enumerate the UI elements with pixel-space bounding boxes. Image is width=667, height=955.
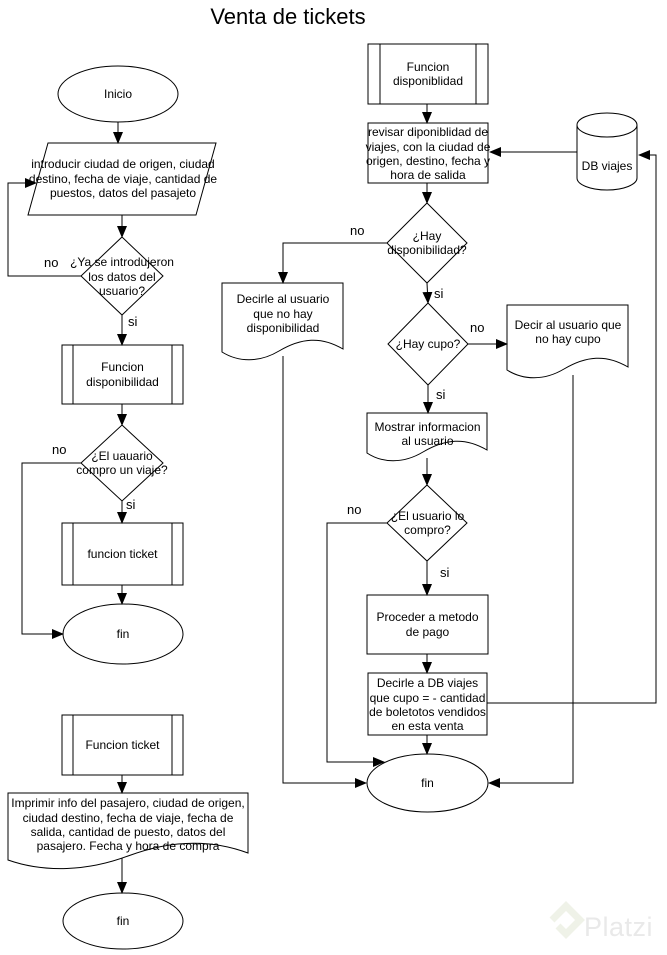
platzi-logo-icon	[552, 906, 580, 934]
database-cylinder-rim	[577, 125, 637, 137]
edge-label-no: no	[347, 502, 362, 517]
platzi-watermark-text: Platzi	[584, 911, 654, 942]
page-title: Venta de tickets	[210, 4, 366, 29]
document-mostrar-info-label: Mostrar informacion al usuario	[374, 419, 481, 448]
connector-qdisp-si	[427, 283, 428, 303]
revisar-label: revisar diponiblidad de viajes, con la ciudad de origen, destino, fecha y hora de salida	[365, 125, 491, 183]
funcion-ticket-def-label: Funcion ticket	[85, 737, 160, 752]
edge-label-si: si	[440, 565, 450, 580]
db-viajes-label: DB viajes	[581, 158, 633, 173]
database-cylinder	[577, 113, 637, 190]
proceder-pago-label: Proceder a metodo de pago	[376, 610, 479, 639]
decision-cupo-label: ¿Hay cupo?	[395, 336, 461, 351]
funcion-ticket-call-label: funcion ticket	[87, 546, 158, 561]
document-no-cupo-label: Decir al usuario que no hay cupo	[514, 317, 622, 346]
input-datos-label: introducir ciudad de origen, ciudad destino, fecha de viaje, cantidad de puestos, datos del pasajeto	[28, 157, 218, 201]
fin-left-label: fin	[116, 626, 130, 641]
decision-disponibilidad-label: ¿Hay disponibilidad?	[387, 228, 467, 257]
decision-datos-label: ¿Ya se introdujeron los datos del usuario?	[70, 255, 174, 299]
connector-nocupo-fin	[489, 375, 573, 783]
funcion-disponiblidad-def-label: Funcion disponiblidad	[392, 59, 464, 88]
start-label: Inicio	[103, 86, 132, 101]
fin-right-label: fin	[421, 775, 434, 790]
decision-usuario-compro-label: ¿El usuario lo compro?	[390, 508, 465, 537]
connector-updatedb-db	[487, 155, 656, 703]
edge-label-si: si	[434, 286, 444, 301]
edge-label-si: si	[128, 314, 138, 329]
edge-label-no: no	[52, 442, 67, 457]
edge-label-no: no	[44, 255, 59, 270]
fin-bottom-label: fin	[116, 914, 130, 929]
funcion-disponibilidad-label: Funcion disponibilidad	[86, 360, 159, 389]
edge-label-si: si	[436, 387, 446, 402]
document-imprimir-label: Imprimir info del pasajero, ciudad de origen, ciudad destino, fecha de viaje, fecha de salida, cantidad de puesto, datos del pasajero. Fecha y hora de compra	[11, 796, 245, 854]
connector-qdisp-no	[283, 243, 387, 283]
decision-compro-viaje-label: ¿El uauario compro un viaje?	[76, 448, 168, 477]
edge-label-no: no	[350, 223, 365, 238]
edge-label-si: si	[126, 497, 136, 512]
document-no-disponibilidad-label: Decirle al usuario que no hay disponibilidad	[236, 292, 330, 336]
edge-label-no: no	[470, 320, 485, 335]
update-db-label: Decirle a DB viajes que cupo = - cantidad de boletotos vendidos en esta venta	[369, 676, 486, 734]
connector-nodisp-fin	[283, 356, 366, 783]
